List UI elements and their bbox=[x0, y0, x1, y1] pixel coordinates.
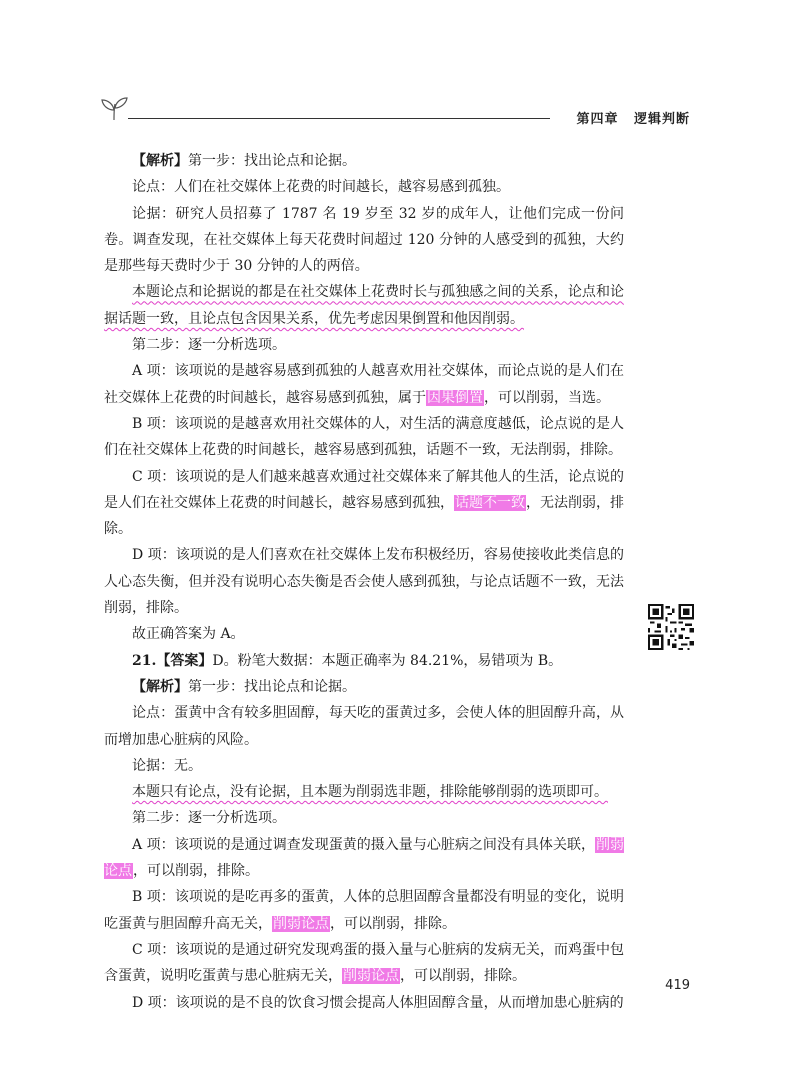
paragraph bbox=[104, 148, 624, 174]
paragraph-text: ，可以削弱，排除。 bbox=[133, 863, 259, 880]
paragraph-text: 第一步：找出论点和论据。 bbox=[188, 678, 356, 695]
header-rule bbox=[128, 118, 550, 119]
paragraph bbox=[104, 674, 624, 700]
paragraph-text: ，可以削弱，当选。 bbox=[484, 389, 610, 406]
chapter-label bbox=[566, 108, 690, 127]
paragraph-text: D 项：该项说的是人们喜欢在社交媒体上发布积极经历，容易使接收此类信息的人心态失衡，但并没有说明心态失衡是否会使人感到孤独，与论点话题不一致，无法削弱，排除。 bbox=[104, 547, 624, 617]
highlighted-keyword: 削弱论点 bbox=[104, 836, 624, 880]
paragraph bbox=[104, 832, 624, 885]
paragraph bbox=[104, 884, 624, 937]
page-number: 419 bbox=[665, 978, 690, 993]
paragraph bbox=[104, 201, 624, 280]
paragraph bbox=[104, 805, 624, 831]
highlighted-keyword: 话题不一致 bbox=[455, 494, 525, 511]
paragraph bbox=[104, 358, 624, 411]
section-label: 【解析】 bbox=[132, 678, 188, 695]
section-label: 21.【答案】 bbox=[132, 652, 213, 669]
paragraph-text: 故正确答案为 A。 bbox=[132, 626, 245, 643]
highlighted-keyword: 削弱论点 bbox=[343, 968, 399, 985]
chapter-title: 逻辑判断 bbox=[633, 112, 690, 127]
paragraph bbox=[104, 279, 624, 332]
highlighted-keyword: 因果倒置 bbox=[427, 389, 483, 406]
paragraph-text: 论据：无。 bbox=[132, 757, 202, 774]
paragraph-text: B 项：该项说的是吃再多的蛋黄，人体的总胆固醇含量都没有明显的变化，说明吃蛋黄与胆固醇升高无关， bbox=[104, 889, 624, 932]
paragraph-text: 第二步：逐一分析选项。 bbox=[132, 337, 286, 354]
paragraph bbox=[104, 332, 624, 358]
paragraph bbox=[104, 700, 624, 753]
paragraph-text: A 项：该项说的是越容易感到孤独的人越喜欢用社交媒体，而论点说的是人们在社交媒体上花费的时间越长，越容易感到孤独，属于 bbox=[104, 363, 624, 406]
paragraph bbox=[104, 174, 624, 200]
paragraph-text: 论据：研究人员招募了 1787 名 19 岁至 32 岁的成年人，让他们完成一份问卷。调查发现，在社交媒体上每天花费时间超过 120 分钟的人感受到的孤独，大约是那些每天费时少于 30 分钟的人的两倍。 bbox=[104, 205, 624, 275]
wavy-underlined-text: 本题论点和论据说的都是在社交媒体上花费时长与孤独感之间的关系，论点和论据话题一致，且论点包含因果关系，优先考虑因果倒置和他因削弱。 bbox=[104, 284, 624, 327]
paragraph-text: ，可以削弱，排除。 bbox=[330, 915, 456, 932]
paragraph-text: C 项：该项说的是通过研究发现鸡蛋的摄入量与心脏病的发病无关，而鸡蛋中包含蛋黄，说明吃蛋黄与患心脏病无关， bbox=[104, 941, 624, 985]
paragraph-text: B 项：该项说的是越喜欢用社交媒体的人，对生活的满意度越低，论点说的是人们在社交媒体上花费的时间越长，越容易感到孤独，话题不一致，无法削弱，排除。 bbox=[104, 415, 624, 459]
paragraph-text: D。粉笔大数据：本题正确率为 84.21%，易错项为 B。 bbox=[212, 652, 563, 669]
paragraph-text: D 项：该项说的是不良的饮食习惯会提高人体胆固醇含量，从而增加患心脏病的 bbox=[132, 994, 624, 1011]
wavy-underlined-text: 本题只有论点，没有论据，且本题为削弱选非题，排除能够削弱的选项即可。 bbox=[132, 784, 608, 801]
paragraph-text: 论点：蛋黄中含有较多胆固醇，每天吃的蛋黄过多，会使人体的胆固醇升高，从而增加患心脏病的风险。 bbox=[104, 705, 624, 748]
page-body bbox=[104, 148, 624, 1016]
highlighted-keyword: 削弱论点 bbox=[273, 915, 329, 932]
paragraph-text: 第二步：逐一分析选项。 bbox=[132, 810, 286, 827]
chapter-number: 第四章 bbox=[576, 112, 619, 127]
paragraph-text: ，可以削弱，排除。 bbox=[400, 968, 526, 985]
paragraph bbox=[104, 753, 624, 779]
paragraph bbox=[104, 779, 624, 805]
paragraph-text: C 项：该项说的是人们越来越喜欢通过社交媒体来了解其他人的生活，论点说的是人们在社交媒体上花费的时间越长，越容易感到孤独， bbox=[104, 468, 624, 511]
paragraph bbox=[104, 411, 624, 464]
paragraph-text: 论点：人们在社交媒体上花费的时间越长，越容易感到孤独。 bbox=[132, 179, 510, 196]
page-header bbox=[100, 96, 700, 136]
qr-code-icon[interactable] bbox=[648, 604, 694, 650]
paragraph-text: 第一步：找出论点和论据。 bbox=[188, 153, 356, 169]
paragraph-text: ，无法削弱，排除。 bbox=[104, 494, 624, 538]
paragraph bbox=[104, 648, 624, 674]
paragraph bbox=[104, 464, 624, 543]
paragraph bbox=[104, 990, 624, 1016]
paragraph-text: A 项：该项说的是通过调查发现蛋黄的摄入量与心脏病之间没有具体关联， bbox=[132, 836, 595, 853]
section-label: 【解析】 bbox=[132, 153, 188, 169]
paragraph bbox=[104, 937, 624, 990]
paragraph bbox=[104, 542, 624, 621]
sprout-icon bbox=[100, 96, 130, 122]
paragraph bbox=[104, 621, 624, 647]
